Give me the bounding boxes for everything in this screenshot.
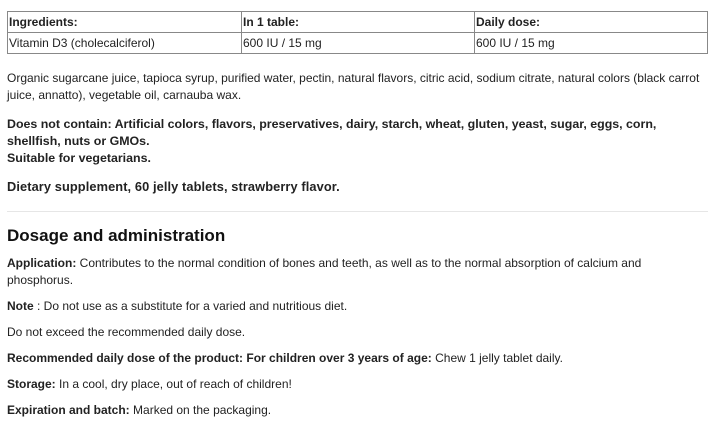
- allergen-info: [7, 116, 708, 167]
- note-label: Note: [7, 299, 34, 313]
- table-row: [8, 33, 708, 54]
- table-cell: 600 IU / 15 mg: [242, 33, 475, 54]
- recommended-dose-paragraph: [7, 350, 708, 367]
- expiration-label: Expiration and batch:: [7, 403, 130, 417]
- does-not-contain-text: Does not contain: Artificial colors, flavors, preservatives, dairy, starch, wheat, gluten, yeast, sugar, eggs, corn, shellfish, nuts or GMOs.: [7, 117, 657, 148]
- application-label: Application:: [7, 256, 77, 270]
- supplement-line: Dietary supplement, 60 jelly tablets, strawberry flavor.: [7, 179, 340, 194]
- suitable-text: Suitable for vegetarians.: [7, 151, 151, 165]
- recommended-dose-label: Recommended daily dose of the product: For children over 3 years of age:: [7, 351, 432, 365]
- table-cell: 600 IU / 15 mg: [474, 33, 707, 54]
- expiration-text: Marked on the packaging.: [129, 403, 272, 417]
- table-header-cell: Daily dose:: [474, 12, 707, 33]
- table-header-row: [8, 12, 708, 33]
- application-paragraph: [7, 255, 708, 289]
- note-paragraph: [7, 298, 708, 315]
- storage-paragraph: [7, 376, 708, 393]
- expiration-paragraph: [7, 402, 708, 419]
- note-text: : Do not use as a substitute for a varied and nutritious diet.: [33, 299, 348, 313]
- section-title: Dosage and administration: [7, 226, 226, 245]
- application-text: Contributes to the normal condition of bones and teeth, as well as to the normal absorption of calcium and phosphorus.: [7, 256, 642, 287]
- table-cell: Vitamin D3 (cholecalciferol): [8, 33, 242, 54]
- ingredients-text: Organic sugarcane juice, tapioca syrup, purified water, pectin, natural flavors, citric acid, sodium citrate, natural colors (black carrot juice, annatto), vegetable oil, carnauba wax.: [7, 71, 700, 102]
- section-divider: [7, 211, 708, 212]
- table-header-cell: Ingredients:: [8, 12, 242, 33]
- do-not-exceed-paragraph: Do not exceed the recommended daily dose.: [7, 325, 246, 339]
- table-header-cell: In 1 table:: [242, 12, 475, 33]
- recommended-dose-text: Chew 1 jelly tablet daily.: [431, 351, 563, 365]
- ingredients-table: [7, 11, 708, 54]
- storage-text: In a cool, dry place, out of reach of children!: [55, 377, 292, 391]
- product-description: [7, 11, 708, 419]
- storage-label: Storage:: [7, 377, 56, 391]
